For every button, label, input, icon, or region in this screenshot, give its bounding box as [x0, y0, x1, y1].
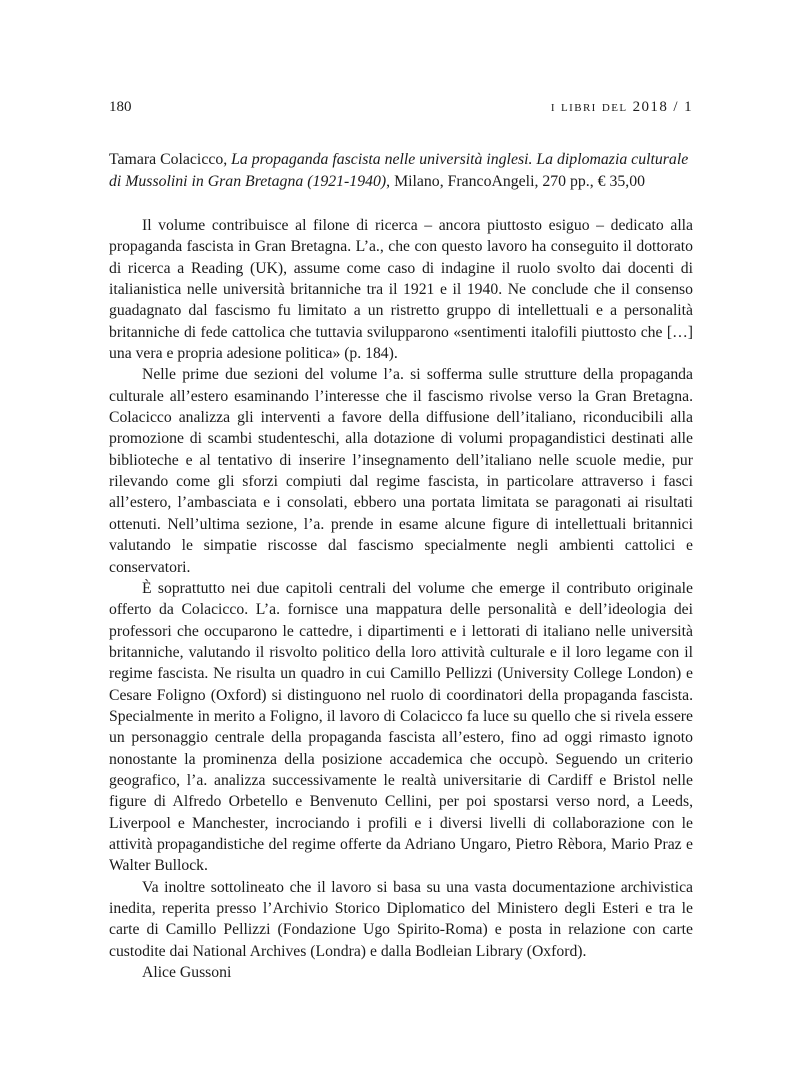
paragraph-1: Il volume contribuisce al filone di ricerca – ancora piuttosto esiguo – dedicato alla propaganda fascista in Gran Bretagna. L’a., che con questo lavoro ha conseguito il dottorato di ricerca a Reading (UK), assume come caso di indagine il ruolo svolto dai docenti di italianistica nelle università britanniche tra il 1921 e il 1940. Ne conclude che il consenso guadagnato dal fascismo fu limitato a un ristretto gruppo di intellettuali e a personalità britanniche di fede cattolica che tuttavia svilupparono «sentimenti italofili piuttosto che […] una vera e propria adesione politica» (p. 184). — [109, 217, 693, 363]
citation-publication: , Milano, FrancoAngeli, 270 pp., € 35,00 — [386, 173, 646, 191]
review-body — [109, 215, 693, 983]
paragraph-4: Va inoltre sottolineato che il lavoro si basa su una vasta documentazione archivistica inedita, reperita presso l’Archivio Storico Diplomatico del Ministero degli Esteri e tra le carte di Camillo Pellizzi (Fondazione Ugo Spirito-Roma) e posta in relazione con carte custodite dai National Archives (Londra) e dalla Bodleian Library (Oxford). — [109, 878, 693, 960]
running-head — [109, 96, 693, 118]
page-number: 180 — [109, 99, 132, 115]
review-signature: Alice Gussoni — [142, 964, 232, 982]
document-page — [109, 0, 693, 1091]
journal-title: i libri del 2018 / 1 — [550, 99, 693, 115]
paragraph-3: È soprattutto nei due capitoli centrali del volume che emerge il contributo originale offerto da Colacicco. L’a. fornisce una mappatura delle personalità e dell’ideologia dei professori che occuparono le cattedre, i dipartimenti e i lettorati di italiano nelle università britanniche, valutando il risvolto politico della loro attività culturale e il loro legame con il regime fascista. Ne risulta un quadro in cui Camillo Pellizzi (University College London) e Cesare Foligno (Oxford) si distinguono nel ruolo di coordinatori della propaganda fascista. Specialmente in merito a Foligno, il lavoro di Colacicco fa luce su quello che si rivela essere un personaggio centrale della propaganda fascista all’estero, fino ad oggi rimasto ignoto nonostante la prominenza della posizione accademica che occupò. Seguendo un criterio geografico, l’a. analizza successivamente le realtà universitarie di Cardiff e Bristol nelle figure di Alfredo Orbetello e Benvenuto Cellini, per poi spostarsi verso nord, a Leeds, Liverpool e Manchester, incrociando i profili e i diversi livelli di collaborazione con le attività propagandistiche del regime offerte da Adriano Ungaro, Pietro Rèbora, Mario Praz e Walter Bullock. — [109, 579, 693, 875]
citation-author: Tamara Colacicco, — [109, 151, 232, 168]
bibliographic-citation — [109, 149, 693, 193]
citation-title: La propaganda fascista nelle università inglesi. La diplomazia culturale di Mussolini in Gran Bretagna (1921-1940) — [109, 151, 689, 191]
paragraph-2: Nelle prime due sezioni del volume l’a. si sofferma sulle strutture della propaganda culturale all’estero esaminando l’interesse che il fascismo rivolse verso la Gran Bretagna. Colacicco analizza gli interventi a favore della diffusione dell’italiano, riconducibili alla promozione di scambi studenteschi, alla dotazione di volumi propagandistici destinati alle biblioteche e al tentativo di inserire l’insegnamento dell’italiano nelle scuole medie, pur rilevando come gli sforzi compiuti dal regime fascista, in particolare attraverso i fasci all’estero, l’ambasciata e i consolati, ebbero una portata limitata se paragonati ai risultati ottenuti. Nell’ultima sezione, l’a. prende in esame alcune figure di intellettuali britannici valutando le simpatie riscosse dal fascismo specialmente negli ambienti cattolici e conservatori. — [109, 366, 693, 576]
